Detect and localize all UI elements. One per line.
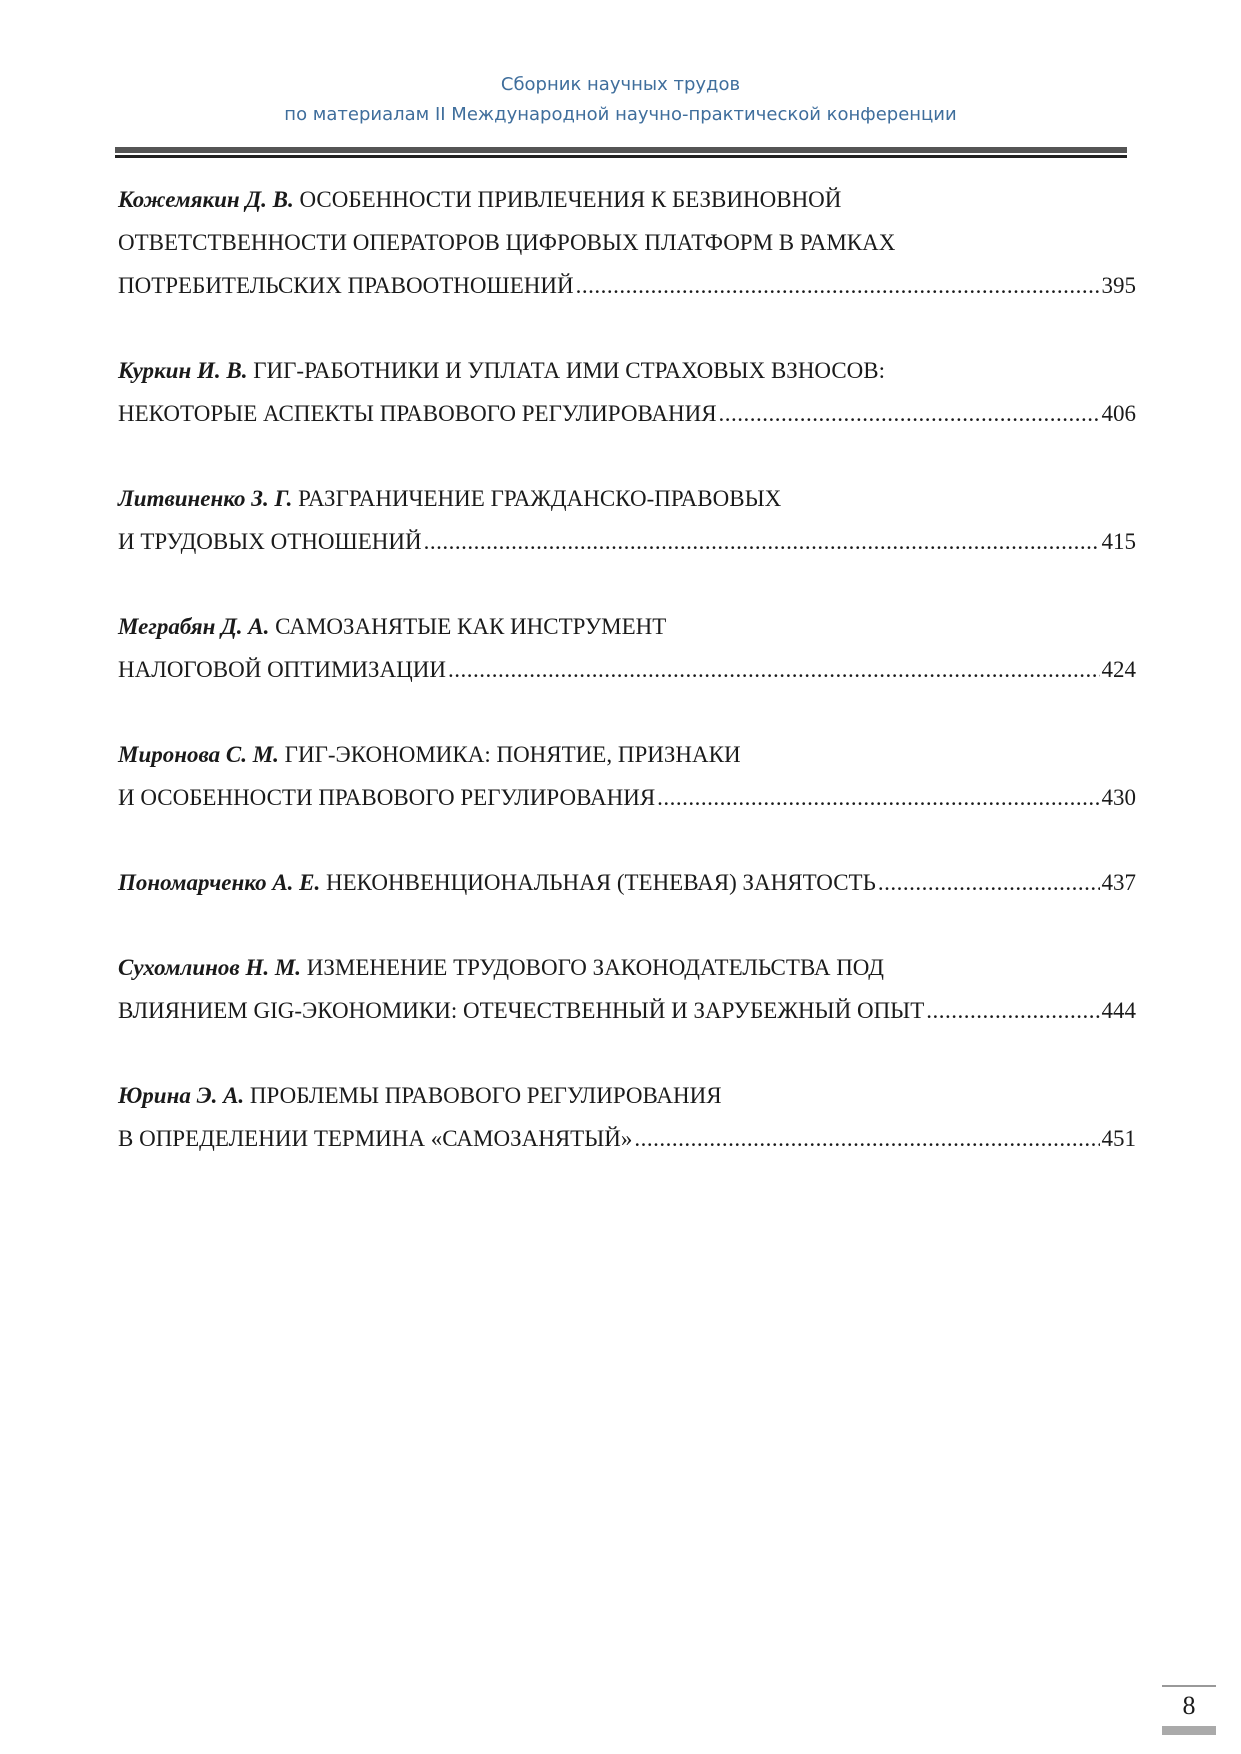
dot-leader — [576, 264, 1100, 307]
toc-line — [118, 1074, 1136, 1117]
toc-line — [118, 861, 1136, 904]
page-footer — [1162, 1685, 1216, 1735]
toc-entry[interactable] — [118, 349, 1136, 435]
toc-title-part: ОСОБЕННОСТИ ПРИВЛЕЧЕНИЯ К БЕЗВИНОВНОЙ — [299, 187, 842, 212]
toc-entry[interactable] — [118, 946, 1136, 1032]
toc-page-number: 424 — [1101, 657, 1136, 682]
toc-author: Миронова С. М. — [118, 742, 279, 767]
toc-author: Пономарченко А. Е. — [118, 870, 321, 895]
footer-bar — [1162, 1726, 1216, 1735]
toc-title-part: ГИГ-РАБОТНИКИ И УПЛАТА ИМИ СТРАХОВЫХ ВЗНОСОВ: — [253, 358, 885, 383]
toc-line — [118, 520, 1136, 563]
toc-entry[interactable] — [118, 1074, 1136, 1160]
toc-title-part: В ОПРЕДЕЛЕНИИ ТЕРМИНА «САМОЗАНЯТЫЙ» — [118, 1126, 633, 1151]
dot-leader — [634, 1117, 1099, 1160]
header-rule-thin — [115, 155, 1127, 158]
header-rule-thick — [115, 147, 1127, 153]
toc-page-number: 395 — [1101, 273, 1136, 298]
toc-entry[interactable] — [118, 733, 1136, 819]
table-of-contents — [118, 178, 1136, 1202]
toc-title-part: ГИГ-ЭКОНОМИКА: ПОНЯТИЕ, ПРИЗНАКИ — [284, 742, 741, 767]
toc-title-part: РАЗГРАНИЧЕНИЕ ГРАЖДАНСКО-ПРАВОВЫХ — [298, 486, 782, 511]
header-rule — [115, 147, 1127, 158]
toc-title-part: НЕКОНВЕНЦИОНАЛЬНАЯ (ТЕНЕВАЯ) ЗАНЯТОСТЬ — [326, 870, 876, 895]
dot-leader — [424, 520, 1100, 563]
running-header — [0, 70, 1241, 130]
toc-page-number: 406 — [1101, 401, 1136, 426]
toc-line — [118, 1117, 1136, 1160]
toc-author: Куркин И. В. — [118, 358, 248, 383]
toc-line — [118, 264, 1136, 307]
toc-entry[interactable] — [118, 605, 1136, 691]
toc-page-number: 444 — [1101, 998, 1136, 1023]
toc-author: Меграбян Д. А. — [118, 614, 270, 639]
dot-leader — [657, 776, 1099, 819]
toc-entry-text — [118, 861, 876, 904]
header-line-2: по материалам II Международной научно-практической конференции — [284, 104, 957, 125]
toc-page-number: 430 — [1101, 785, 1136, 810]
toc-title-part: И ТРУДОВЫХ ОТНОШЕНИЙ — [118, 529, 422, 554]
toc-title-part: ПРОБЛЕМЫ ПРАВОВОГО РЕГУЛИРОВАНИЯ — [249, 1083, 722, 1108]
dot-leader — [719, 392, 1100, 435]
toc-title-part: ВЛИЯНИЕМ GIG-ЭКОНОМИКИ: ОТЕЧЕСТВЕННЫЙ И ЗАРУБЕЖНЫЙ ОПЫТ — [118, 998, 925, 1023]
toc-title-part: ПОТРЕБИТЕЛЬСКИХ ПРАВООТНОШЕНИЙ — [118, 273, 574, 298]
dot-leader — [448, 648, 1100, 691]
dot-leader — [878, 861, 1100, 904]
toc-line — [118, 989, 1136, 1032]
toc-author: Сухомлинов Н. М. — [118, 955, 302, 980]
header-line-1: Сборник научных трудов — [500, 74, 741, 95]
toc-page-number: 437 — [1101, 870, 1136, 895]
toc-title-part: И ОСОБЕННОСТИ ПРАВОВОГО РЕГУЛИРОВАНИЯ — [118, 785, 656, 810]
toc-line: ОТВЕТСТВЕННОСТИ ОПЕРАТОРОВ ЦИФРОВЫХ ПЛАТФОРМ В РАМКАХ — [118, 230, 896, 255]
toc-author: Литвиненко З. Г. — [118, 486, 293, 511]
toc-entry[interactable] — [118, 477, 1136, 563]
toc-page-number: 451 — [1101, 1126, 1136, 1151]
toc-author: Юрина Э. А. — [118, 1083, 245, 1108]
toc-entry[interactable] — [118, 178, 1136, 307]
toc-title-part: НАЛОГОВОЙ ОПТИМИЗАЦИИ — [118, 657, 446, 682]
toc-page-number: 415 — [1101, 529, 1136, 554]
toc-line — [118, 605, 1136, 648]
toc-author: Кожемякин Д. В. — [118, 187, 294, 212]
toc-line — [118, 648, 1136, 691]
toc-title-part: САМОЗАНЯТЫЕ КАК ИНСТРУМЕНТ — [275, 614, 667, 639]
toc-line — [118, 477, 1136, 520]
toc-line — [118, 349, 1136, 392]
page-number: 8 — [1182, 1691, 1196, 1720]
dot-leader — [926, 989, 1099, 1032]
toc-line — [118, 733, 1136, 776]
footer-rule — [1162, 1685, 1216, 1687]
toc-line — [118, 946, 1136, 989]
toc-line — [118, 392, 1136, 435]
toc-line — [118, 776, 1136, 819]
toc-title-part: НЕКОТОРЫЕ АСПЕКТЫ ПРАВОВОГО РЕГУЛИРОВАНИЯ — [118, 401, 717, 426]
toc-entry[interactable] — [118, 861, 1136, 904]
toc-line — [118, 178, 1136, 221]
toc-title-part: ИЗМЕНЕНИЕ ТРУДОВОГО ЗАКОНОДАТЕЛЬСТВА ПОД — [306, 955, 884, 980]
